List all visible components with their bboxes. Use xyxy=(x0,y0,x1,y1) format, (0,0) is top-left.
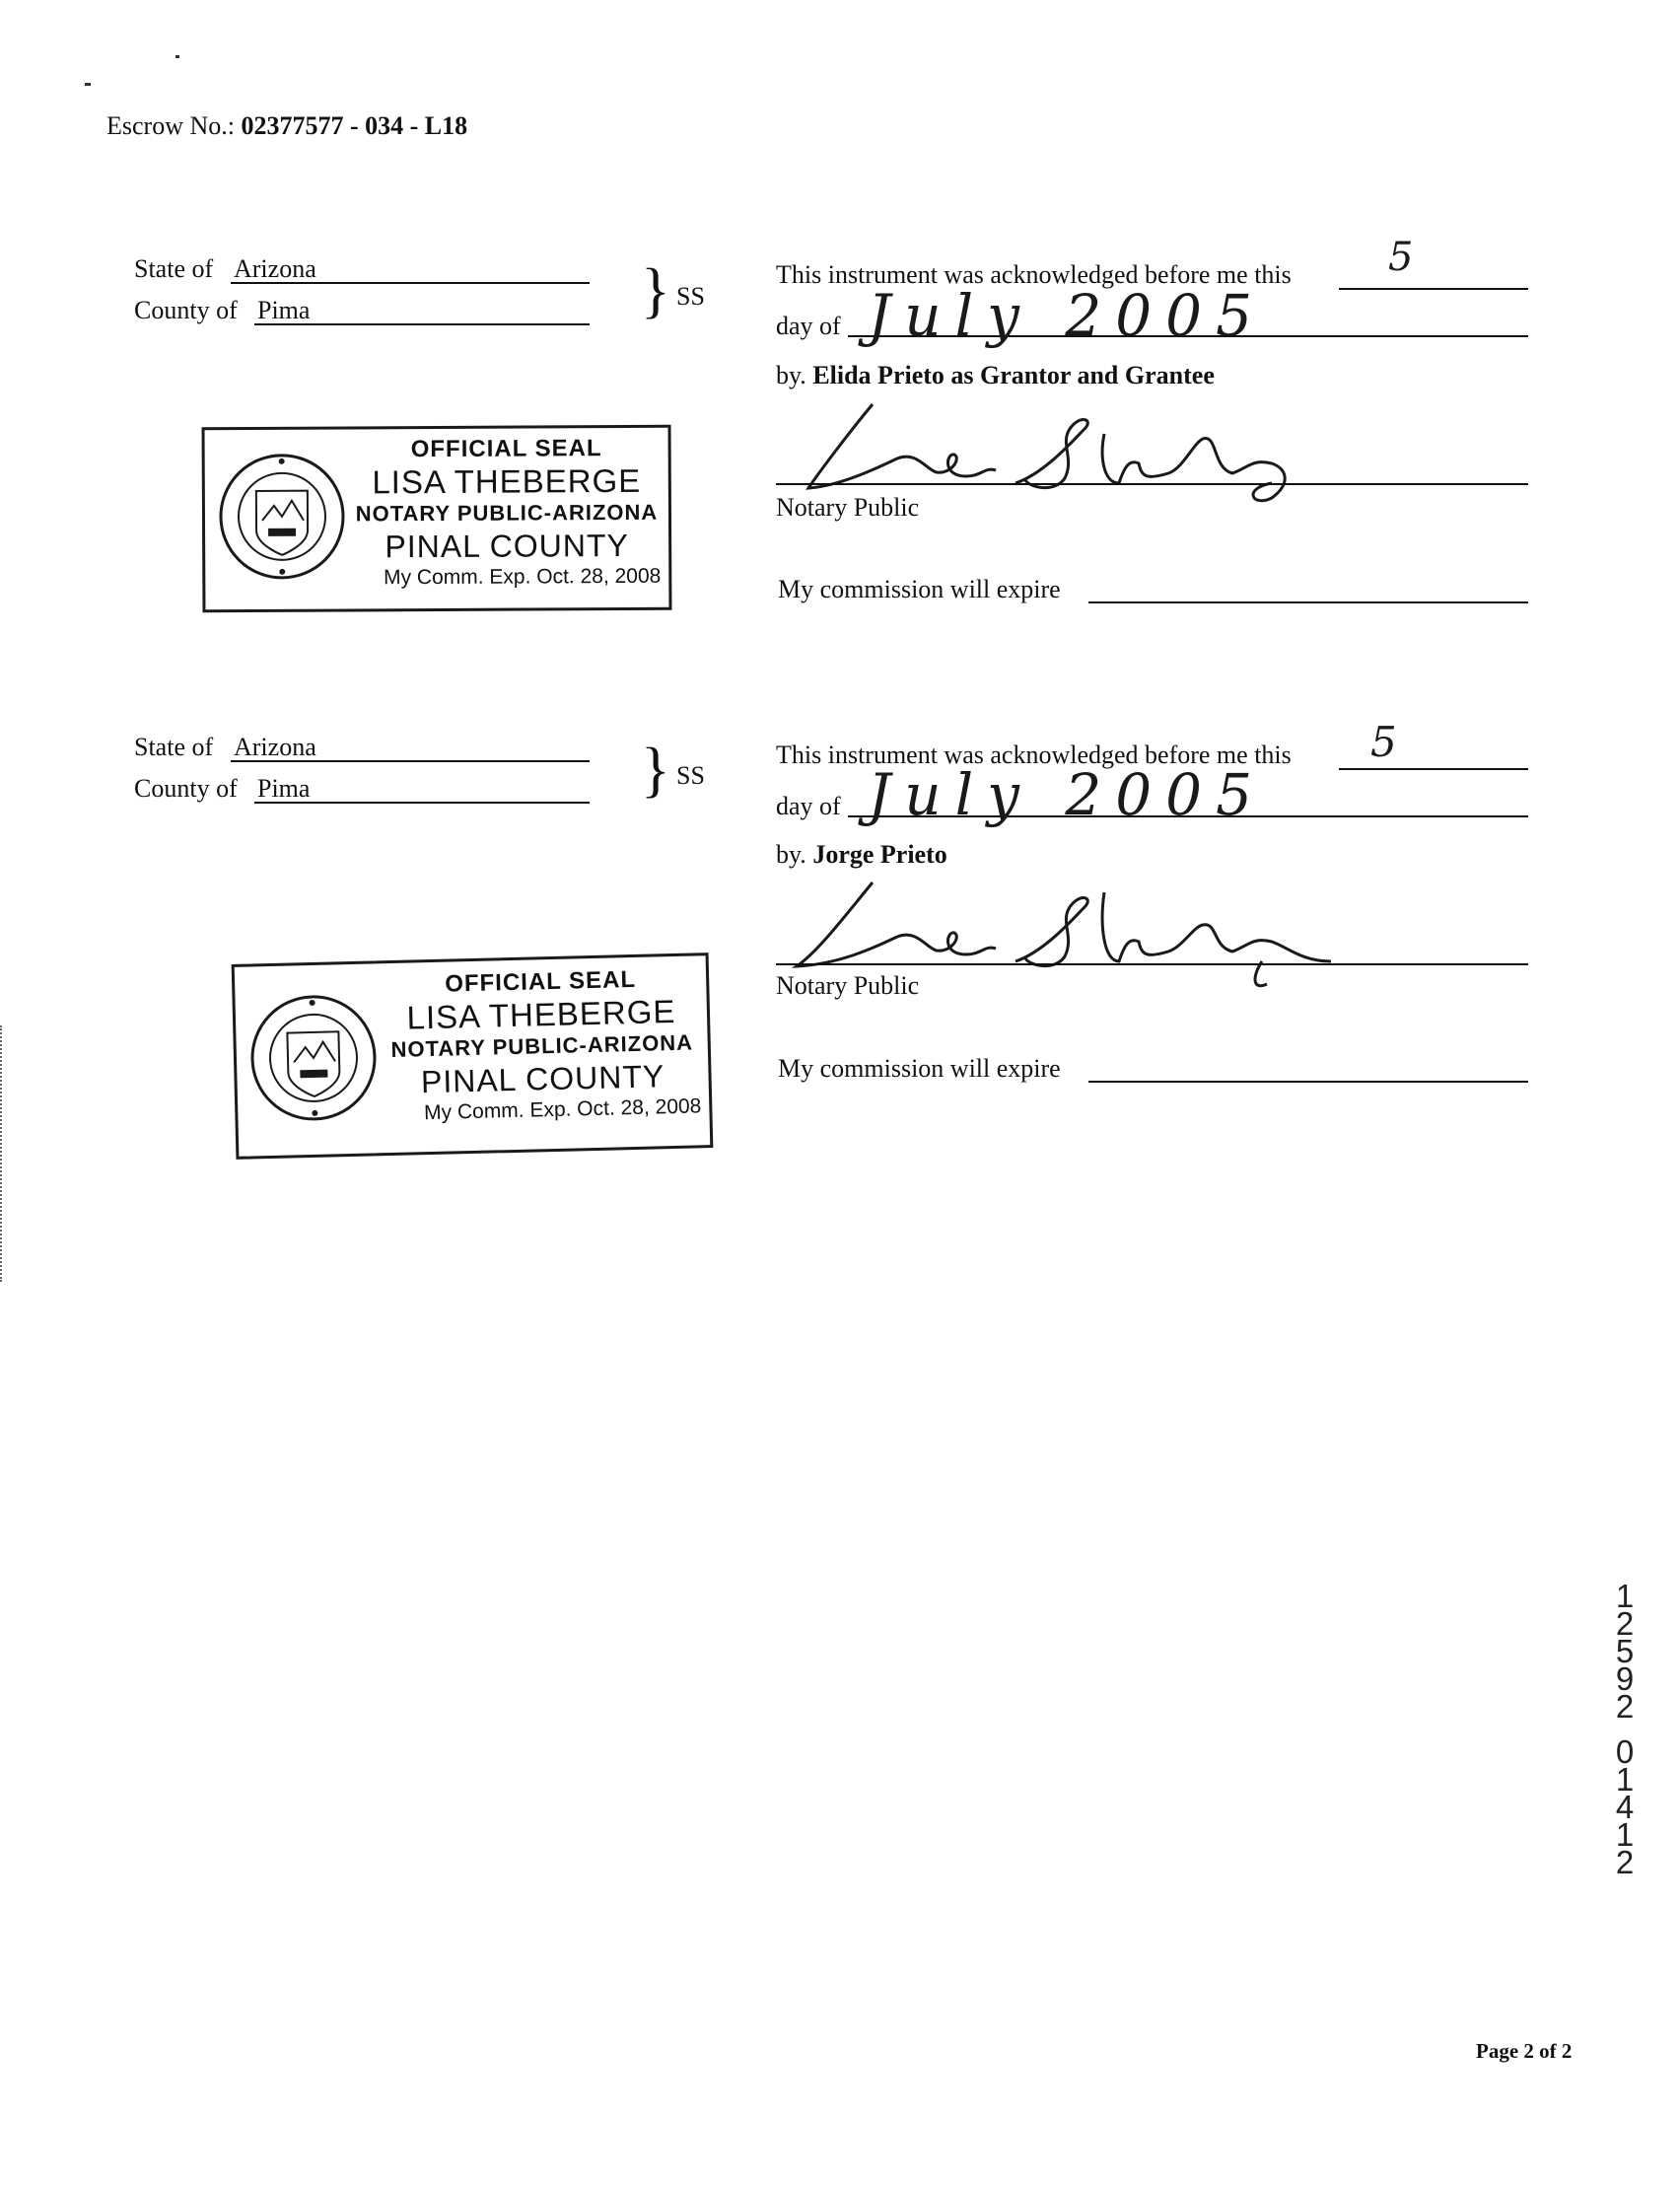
county-value: Pima xyxy=(257,296,311,324)
stamp-line-name: LISA THEBERGE xyxy=(372,461,642,501)
scan-speck xyxy=(175,55,179,58)
state-underline xyxy=(231,282,590,284)
by-label: by. xyxy=(776,840,806,869)
ack-text: This instrument was acknowledged before me this xyxy=(776,741,1292,769)
state-value: Arizona xyxy=(234,254,316,283)
county-underline xyxy=(254,802,590,804)
commission-label: My commission will expire xyxy=(778,1054,1061,1083)
ss-label: SS xyxy=(676,282,705,311)
stamp-line-official-seal: OFFICIAL SEAL xyxy=(410,435,602,463)
official-seal-stamp xyxy=(232,952,714,1160)
stamp-line-name: LISA THEBERGE xyxy=(406,992,676,1036)
state-value: Arizona xyxy=(234,733,316,761)
by-label: by. xyxy=(776,361,806,389)
ss-label: SS xyxy=(676,761,705,790)
commission-label: My commission will expire xyxy=(778,575,1061,603)
commission-underline xyxy=(1088,1081,1528,1083)
day-of-label: day of xyxy=(776,792,841,820)
escrow-header xyxy=(106,111,467,141)
stamp-line-official-seal: OFFICIAL SEAL xyxy=(444,965,637,998)
by-line xyxy=(776,361,1215,390)
stamp-line-expiration: My Comm. Exp. Oct. 28, 2008 xyxy=(383,564,662,590)
ack-day-handwritten: 5 xyxy=(1370,718,1397,766)
brace-symbol: } xyxy=(641,257,670,324)
page-number: Page 2 of 2 xyxy=(1476,2039,1573,2063)
stamp-line-title: NOTARY PUBLIC-ARIZONA xyxy=(355,499,659,527)
signature-underline xyxy=(776,963,1528,965)
state-label: State of xyxy=(134,733,214,761)
brace-symbol: } xyxy=(641,737,670,804)
stamp-line-county: PINAL COUNTY xyxy=(385,527,629,565)
stamp-line-county: PINAL COUNTY xyxy=(420,1058,665,1100)
escrow-label: Escrow No.: xyxy=(106,111,235,140)
ack-day-underline xyxy=(1339,288,1528,290)
signature-underline xyxy=(776,483,1528,485)
notary-public-label: Notary Public xyxy=(776,971,920,1000)
arizona-state-seal-icon xyxy=(246,991,380,1124)
state-underline xyxy=(231,760,590,762)
commission-underline xyxy=(1088,601,1528,603)
ack-day-underline xyxy=(1339,768,1528,770)
scan-edge-marks xyxy=(0,1025,5,1282)
scan-speck xyxy=(85,83,91,86)
county-label: County of xyxy=(134,296,238,324)
stamp-line-title: NOTARY PUBLIC-ARIZONA xyxy=(390,1029,694,1063)
day-of-handwritten: July 2005 xyxy=(868,282,1266,349)
ack-text: This instrument was acknowledged before me this xyxy=(776,260,1292,289)
escrow-number: 02377577 - 034 - L18 xyxy=(241,111,468,140)
county-label: County of xyxy=(134,774,238,803)
county-value: Pima xyxy=(257,774,311,803)
state-label: State of xyxy=(134,254,214,283)
notary-public-label: Notary Public xyxy=(776,493,920,522)
stamp-line-expiration: My Comm. Exp. Oct. 28, 2008 xyxy=(423,1094,702,1125)
county-underline xyxy=(254,323,590,325)
ack-day-handwritten: 5 xyxy=(1388,235,1414,280)
official-seal-stamp xyxy=(202,425,672,612)
day-of-label: day of xyxy=(776,312,841,340)
recording-number-vertical: 1 2 5 9 2 0 1 4 1 2 xyxy=(1615,1578,1635,1880)
by-names: Elida Prieto as Grantor and Grantee xyxy=(812,361,1215,389)
by-line xyxy=(776,840,947,870)
arizona-state-seal-icon xyxy=(217,451,348,582)
by-names: Jorge Prieto xyxy=(812,840,947,869)
day-of-handwritten: July 2005 xyxy=(868,761,1266,828)
